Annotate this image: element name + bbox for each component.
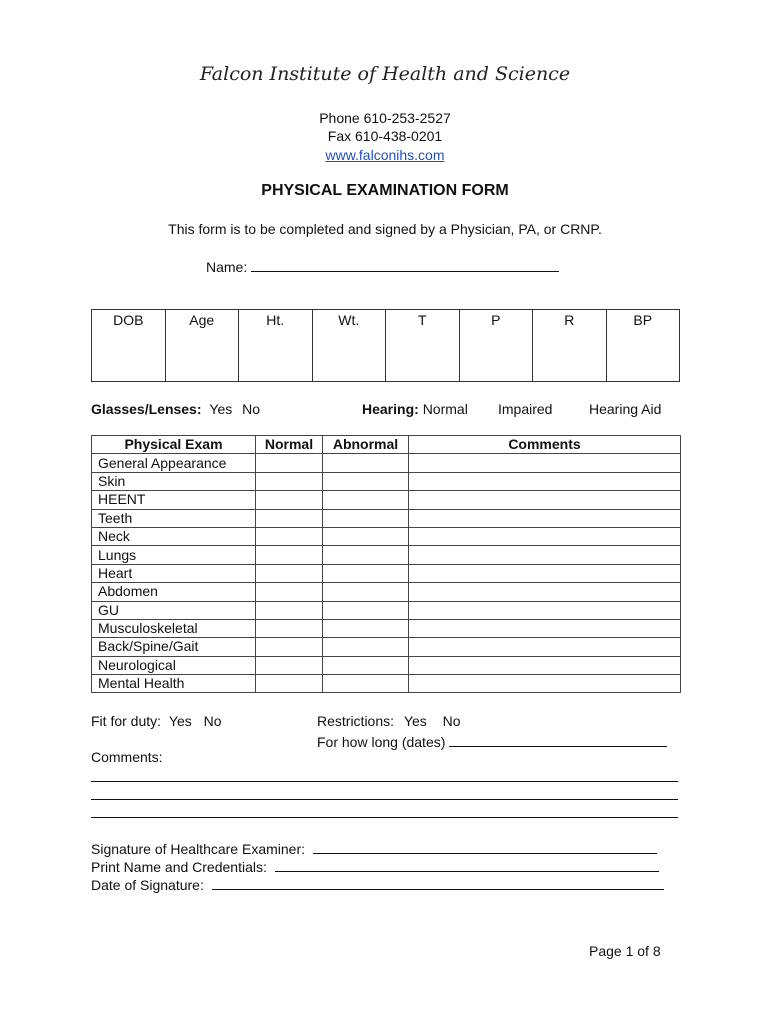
exam-normal-cell[interactable] <box>256 491 323 509</box>
glasses-no-option[interactable]: No <box>242 401 261 417</box>
table-row <box>92 675 681 693</box>
exam-area-label: Teeth <box>92 509 256 527</box>
examiner-signature-field[interactable] <box>313 839 657 854</box>
exam-abnormal-cell[interactable] <box>323 454 409 472</box>
table-row <box>92 656 681 674</box>
exam-comments-cell[interactable] <box>409 601 681 619</box>
restrictions-no-option[interactable]: No <box>442 713 461 729</box>
exam-area-label: Neurological <box>92 656 256 674</box>
exam-comments-cell[interactable] <box>409 619 681 637</box>
exam-area-label: GU <box>92 601 256 619</box>
exam-abnormal-cell[interactable] <box>323 564 409 582</box>
exam-area-label: Abdomen <box>92 583 256 601</box>
exam-abnormal-cell[interactable] <box>323 527 409 545</box>
physical-exam-table <box>91 435 681 693</box>
exam-normal-cell[interactable] <box>256 527 323 545</box>
exam-abnormal-cell[interactable] <box>323 472 409 490</box>
exam-abnormal-cell[interactable] <box>323 509 409 527</box>
comments-label: Comments: <box>91 749 163 765</box>
fit-yes-option[interactable]: Yes <box>168 713 192 729</box>
table-row <box>92 583 681 601</box>
exam-abnormal-cell[interactable] <box>323 546 409 564</box>
restriction-duration-row <box>317 732 667 750</box>
exam-comments-cell[interactable] <box>409 638 681 656</box>
vitals-pulse[interactable]: P <box>459 310 533 382</box>
exam-comments-cell[interactable] <box>409 527 681 545</box>
exam-area-label: HEENT <box>92 491 256 509</box>
name-label: Name: <box>206 259 248 275</box>
exam-comments-cell[interactable] <box>409 509 681 527</box>
table-row <box>92 619 681 637</box>
exam-abnormal-cell[interactable] <box>323 675 409 693</box>
fax-number: Fax 610-438-0201 <box>327 128 443 144</box>
exam-abnormal-cell[interactable] <box>323 619 409 637</box>
table-row <box>92 491 681 509</box>
page-number: Page 1 of 8 <box>589 943 661 959</box>
exam-abnormal-cell[interactable] <box>323 638 409 656</box>
exam-comments-cell[interactable] <box>409 472 681 490</box>
exam-comments-cell[interactable] <box>409 656 681 674</box>
exam-normal-cell[interactable] <box>256 619 323 637</box>
exam-header-comments: Comments <box>409 436 681 454</box>
exam-normal-cell[interactable] <box>256 472 323 490</box>
table-row <box>92 509 681 527</box>
vitals-respiration[interactable]: R <box>533 310 607 382</box>
exam-normal-cell[interactable] <box>256 564 323 582</box>
hearing-normal-option[interactable]: Normal <box>422 401 468 417</box>
table-row <box>92 564 681 582</box>
examiner-signature-label: Signature of Healthcare Examiner: <box>91 841 305 857</box>
comments-line-2[interactable] <box>91 799 678 800</box>
exam-area-label: Skin <box>92 472 256 490</box>
restrictions-yes-option[interactable]: Yes <box>403 713 427 729</box>
comments-line-3[interactable] <box>91 817 678 818</box>
exam-normal-cell[interactable] <box>256 454 323 472</box>
name-row <box>206 257 559 275</box>
institute-name: Falcon Institute of Health and Science <box>199 63 571 85</box>
vitals-temperature[interactable]: T <box>386 310 460 382</box>
name-field[interactable] <box>251 257 559 272</box>
exam-normal-cell[interactable] <box>256 509 323 527</box>
exam-comments-cell[interactable] <box>409 675 681 693</box>
form-instruction: This form is to be completed and signed by a Physician, PA, or CRNP. <box>168 221 602 237</box>
examiner-signature-row <box>91 839 657 857</box>
vitals-age[interactable]: Age <box>165 310 239 382</box>
hearing-impaired-option[interactable]: Impaired <box>498 401 553 417</box>
exam-abnormal-cell[interactable] <box>323 491 409 509</box>
restriction-duration-label: For how long (dates) <box>317 734 446 750</box>
print-name-row <box>91 857 659 875</box>
fit-no-option[interactable]: No <box>203 713 222 729</box>
table-row <box>92 454 681 472</box>
hearing-row <box>362 401 468 417</box>
table-row <box>92 601 681 619</box>
vitals-weight[interactable]: Wt. <box>312 310 386 382</box>
table-row <box>92 527 681 545</box>
print-name-label: Print Name and Credentials: <box>91 859 267 875</box>
exam-normal-cell[interactable] <box>256 583 323 601</box>
exam-normal-cell[interactable] <box>256 546 323 564</box>
exam-header-area: Physical Exam <box>92 436 256 454</box>
exam-comments-cell[interactable] <box>409 454 681 472</box>
fit-for-duty-row <box>91 713 222 729</box>
table-row <box>92 472 681 490</box>
exam-header-normal: Normal <box>256 436 323 454</box>
exam-area-label: Neck <box>92 527 256 545</box>
vitals-table <box>91 309 680 382</box>
vitals-height[interactable]: Ht. <box>239 310 313 382</box>
signature-date-field[interactable] <box>212 875 664 890</box>
hearing-label: Hearing: <box>362 401 419 417</box>
exam-abnormal-cell[interactable] <box>323 601 409 619</box>
glasses-yes-option[interactable]: Yes <box>209 401 233 417</box>
exam-area-label: General Appearance <box>92 454 256 472</box>
hearing-aid-option[interactable]: Hearing Aid <box>589 401 662 417</box>
signature-date-row <box>91 875 664 893</box>
glasses-row <box>91 401 260 417</box>
restrictions-row <box>317 713 461 729</box>
vitals-dob[interactable]: DOB <box>92 310 166 382</box>
signature-date-label: Date of Signature: <box>91 877 204 893</box>
exam-comments-cell[interactable] <box>409 583 681 601</box>
table-row <box>92 546 681 564</box>
fit-for-duty-label: Fit for duty: <box>91 713 162 729</box>
exam-comments-cell[interactable] <box>409 564 681 582</box>
exam-comments-cell[interactable] <box>409 491 681 509</box>
exam-abnormal-cell[interactable] <box>323 656 409 674</box>
print-name-field[interactable] <box>275 857 659 872</box>
form-title: PHYSICAL EXAMINATION FORM <box>261 182 509 199</box>
exam-area-label: Heart <box>92 564 256 582</box>
comments-line-1[interactable] <box>91 781 678 782</box>
restriction-duration-field[interactable] <box>449 732 667 747</box>
glasses-label: Glasses/Lenses: <box>91 401 202 417</box>
exam-area-label: Lungs <box>92 546 256 564</box>
exam-area-label: Mental Health <box>92 675 256 693</box>
exam-area-label: Musculoskeletal <box>92 619 256 637</box>
exam-abnormal-cell[interactable] <box>323 583 409 601</box>
exam-normal-cell[interactable] <box>256 656 323 674</box>
table-row <box>92 638 681 656</box>
exam-normal-cell[interactable] <box>256 675 323 693</box>
exam-normal-cell[interactable] <box>256 601 323 619</box>
exam-area-label: Back/Spine/Gait <box>92 638 256 656</box>
restrictions-label: Restrictions: <box>317 713 395 729</box>
phone-number: Phone 610-253-2527 <box>319 110 451 126</box>
exam-header-abnormal: Abnormal <box>323 436 409 454</box>
website-link[interactable]: www.falconihs.com <box>325 147 445 163</box>
exam-normal-cell[interactable] <box>256 638 323 656</box>
vitals-blood-pressure[interactable]: BP <box>606 310 680 382</box>
exam-comments-cell[interactable] <box>409 546 681 564</box>
